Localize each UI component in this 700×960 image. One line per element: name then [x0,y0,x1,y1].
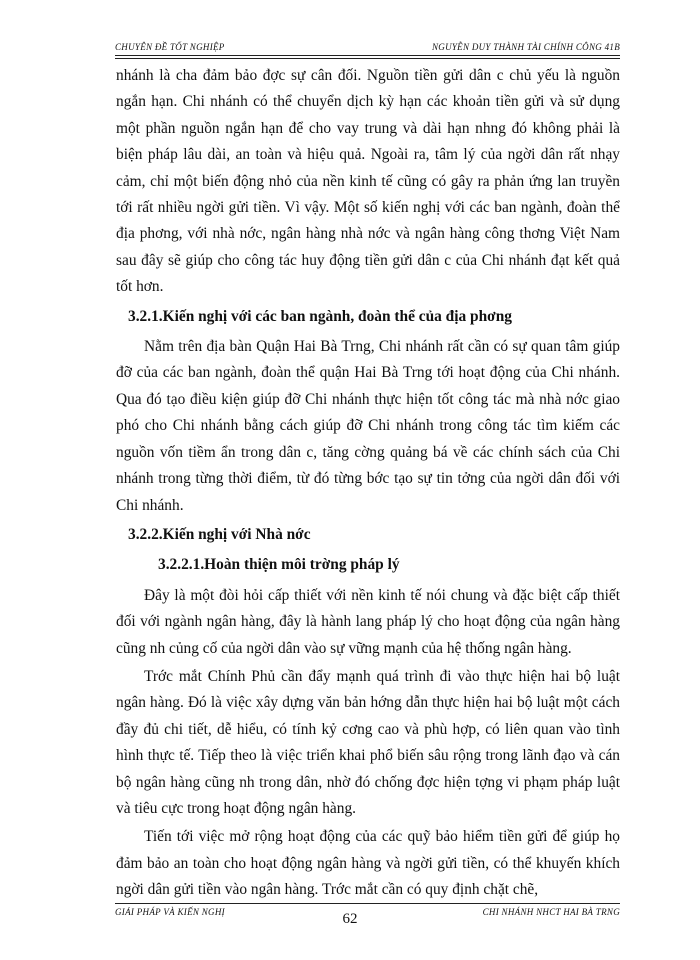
paragraph-1: nhánh là cha đảm bảo đợc sự cân đối. Nguồn tiền gửi dân c chủ yếu là nguồn ngắn hạn. Chi nhánh có thể chuyển dịch kỳ hạn các khoản tiền gửi và sử dụng một phần nguồn ngắn hạn để cho vay trung và dài hạn nhng đó không phải là biện pháp lâu dài, an toàn và hiệu quả. Ngoài ra, tâm lý của ngời dân rất nhạy cảm, chỉ một biến động nhỏ của nền kinh tế cũng có gây ra phản ứng lan truyền tới rất nhiều ngời gửi tiền. Vì vậy. Một số kiến nghị với các ban ngành, đoàn thể địa phơng, với nhà nớc, ngân hàng nhà nớc và ngân hàng công thơng Việt Nam sau đây sẽ giúp cho công tác huy động tiền gửi dân c của Chi nhánh đạt kết quả tốt hơn. [116,67,620,296]
header-rule-thick [115,55,620,56]
section-heading-3-2-1: 3.2.1.Kiến nghị với các ban ngành, đoàn thể của địa phơng [128,307,512,325]
paragraph-4: Trớc mắt Chính Phủ cần đẩy mạnh quá trình đi vào thực hiện hai bộ luật ngân hàng. Đó là việc xây dựng văn bản hớng dẫn thực hiện hai bộ luật một cách đầy đủ chi tiết, dễ hiểu, có tính kỷ cơng cao và phù hợp, có liên quan vào tình hình thực tế. Tiếp theo là việc triển khai phổ biến sâu rộng trong lãnh đạo và cán bộ ngân hàng cũng nh trong dân, nhờ đó chống đợc hiện tợng vi phạm pháp luật và tiêu cực trong hoạt động ngân hàng. [116,667,620,817]
subsection-heading-3-2-2-1: 3.2.2.1.Hoàn thiện môi trờng pháp lý [158,556,400,574]
header-left-text: CHUYÊN ĐỀ TỐT NGHIỆP [115,42,225,52]
paragraph-5: Tiến tới việc mở rộng hoạt động của các quỹ bảo hiểm tiền gửi để giúp họ đảm bảo an toàn cho hoạt động ngân hàng và ngời gửi tiền, có thể khuyến khích ngời dân gửi tiền vào ngân hàng. Trớc mắt cần có quy định chặt chẽ, [116,828,620,899]
header-right-text: NGUYỄN DUY THÀNH TÀI CHÍNH CÔNG 41B [431,42,620,52]
page-number: 62 [342,911,358,927]
header-rule-thin [115,58,620,59]
paragraph-3: Đây là một đòi hỏi cấp thiết với nền kinh tế nói chung và đặc biệt cấp thiết đối với ngành ngân hàng, đây là hành lang pháp lý cho hoạt động của ngân hàng cũng nh củng cố của ngời dân vào sự vững mạnh của hệ thống ngân hàng. [116,586,620,657]
section-heading-3-2-2: 3.2.2.Kiến nghị với Nhà nớc [128,525,311,543]
running-header [115,42,620,56]
page-body [116,63,620,906]
paragraph-2: Nằm trên địa bàn Quận Hai Bà Trng, Chi nhánh rất cần có sự quan tâm giúp đỡ của các ban ngành, đoàn thể quận Hai Bà Trng tới hoạt động của Chi nhánh. Qua đó tạo điều kiện giúp đỡ Chi nhánh thực hiện tốt công tác mà nhà nớc giao phó cho Chi nhánh bằng cách giúp đỡ Chi nhánh trong công tác tìm kiếm các nguồn vốn tiềm ẩn trong dân c, tăng cờng quảng bá về các chính sách của Chi nhánh trong từng thời điểm, từ đó từng bớc tạo sự tin tởng của ngời dân đối với Chi nhánh. [116,338,620,514]
footer-right-text: CHI NHÁNH NHCT HAI BÀ TRNG [482,907,620,917]
footer-left-text: GIẢI PHÁP VÀ KIẾN NGHỊ [115,907,225,917]
footer-rule [115,903,620,904]
